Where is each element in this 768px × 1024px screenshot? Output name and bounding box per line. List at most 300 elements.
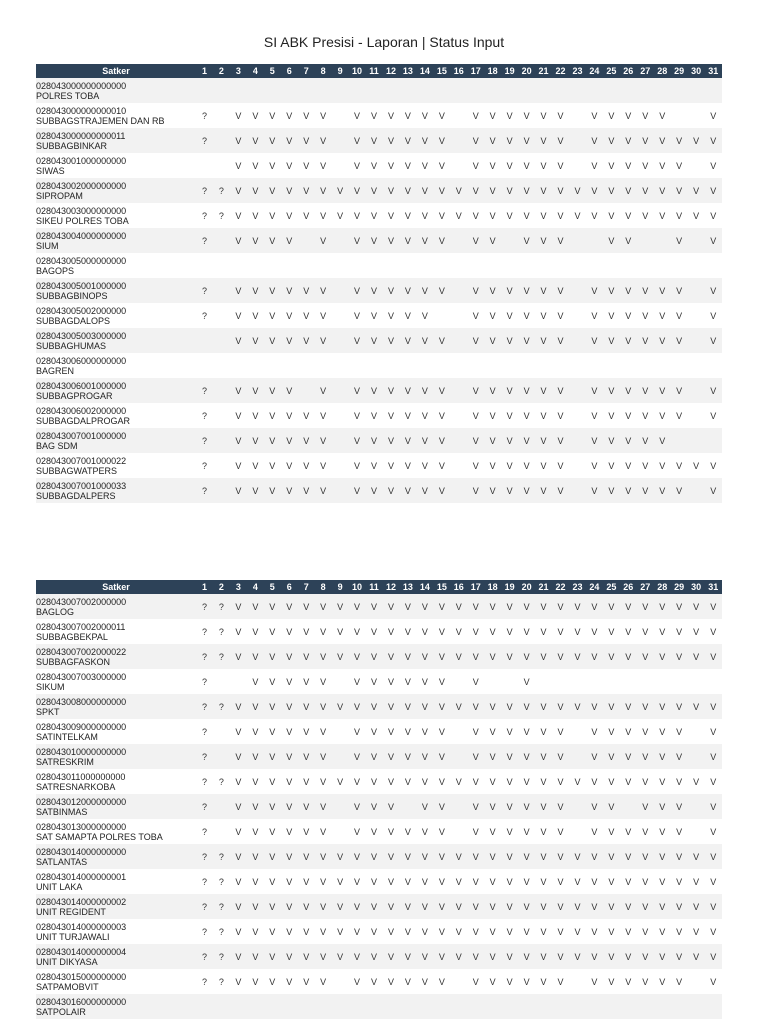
day-status-cell: V — [354, 310, 361, 321]
day-status-cell: V — [659, 726, 666, 737]
day-status-cell — [586, 253, 603, 278]
day-status-cell: V — [235, 385, 242, 396]
day-column-header: 26 — [620, 64, 637, 78]
day-status-cell: V — [252, 485, 259, 496]
day-status-cell: ? — [201, 701, 207, 712]
satker-code: 028043005000000000 — [36, 255, 127, 266]
day-status-cell: V — [642, 951, 649, 962]
day-status-cell: V — [676, 701, 683, 712]
day-status-cell — [586, 353, 603, 378]
day-status-cell: V — [659, 160, 666, 171]
day-status-cell: V — [557, 751, 564, 762]
day-status-cell: V — [404, 185, 411, 196]
day-status-cell: V — [421, 876, 428, 887]
table-row — [36, 353, 722, 378]
day-status-cell: V — [371, 110, 378, 121]
day-status-cell: V — [710, 160, 717, 171]
day-status-cell: V — [455, 926, 462, 937]
table-row — [36, 278, 722, 303]
day-status-cell: V — [489, 651, 496, 662]
day-status-cell: V — [523, 726, 530, 737]
day-status-cell: V — [506, 485, 513, 496]
day-status-cell — [654, 78, 671, 103]
day-status-cell — [213, 819, 230, 844]
day-status-cell: V — [693, 601, 700, 612]
day-status-cell — [213, 403, 230, 428]
day-status-cell: V — [489, 310, 496, 321]
day-status-cell — [247, 353, 264, 378]
satker-code: 028043005002000000 — [36, 305, 127, 316]
day-status-cell: V — [286, 876, 293, 887]
day-status-cell — [399, 253, 416, 278]
day-status-cell: V — [269, 676, 276, 687]
day-status-cell: V — [557, 185, 564, 196]
day-status-cell — [399, 353, 416, 378]
table-row — [36, 303, 722, 328]
day-status-cell: V — [404, 626, 411, 637]
day-status-cell: V — [421, 776, 428, 787]
day-status-cell: V — [506, 701, 513, 712]
day-status-cell: V — [710, 801, 717, 812]
day-status-cell: V — [506, 801, 513, 812]
day-status-cell: V — [591, 385, 598, 396]
satker-code: 028043007001000033 — [36, 480, 127, 491]
day-status-cell: ? — [218, 626, 224, 637]
day-status-cell: V — [320, 701, 327, 712]
day-status-cell: V — [438, 626, 445, 637]
day-status-cell: V — [540, 851, 547, 862]
day-status-cell: V — [354, 185, 361, 196]
day-status-cell: V — [574, 951, 581, 962]
day-status-cell — [247, 253, 264, 278]
day-status-cell: V — [354, 435, 361, 446]
day-status-cell: V — [506, 310, 513, 321]
day-status-cell: V — [438, 926, 445, 937]
day-status-cell: V — [371, 726, 378, 737]
day-status-cell: V — [371, 626, 378, 637]
satker-name: UNIT LAKA — [36, 881, 83, 892]
day-status-cell: V — [235, 310, 242, 321]
day-status-cell: V — [472, 601, 479, 612]
day-status-cell: ? — [201, 901, 207, 912]
day-status-cell: V — [676, 726, 683, 737]
day-status-cell — [332, 328, 349, 353]
day-status-cell — [196, 994, 213, 1019]
day-column-header: 21 — [535, 580, 552, 594]
day-status-cell: V — [557, 651, 564, 662]
day-status-cell: V — [557, 410, 564, 421]
day-status-cell — [569, 403, 586, 428]
day-status-cell: V — [354, 826, 361, 837]
day-status-cell: V — [286, 410, 293, 421]
day-status-cell: V — [523, 285, 530, 296]
day-status-cell: V — [591, 926, 598, 937]
day-status-cell: V — [506, 210, 513, 221]
day-status-cell: V — [659, 651, 666, 662]
day-status-cell: V — [354, 676, 361, 687]
day-status-cell: V — [642, 776, 649, 787]
day-status-cell — [281, 994, 298, 1019]
day-status-cell: V — [472, 460, 479, 471]
day-status-cell — [213, 669, 230, 694]
day-status-cell: V — [235, 751, 242, 762]
day-status-cell: V — [625, 485, 632, 496]
day-status-cell — [213, 994, 230, 1019]
day-status-cell: V — [540, 901, 547, 912]
day-status-cell — [332, 278, 349, 303]
day-status-cell: V — [404, 460, 411, 471]
day-status-cell: V — [303, 951, 310, 962]
day-status-cell: V — [235, 976, 242, 987]
satker-name: SATPOLAIR — [36, 1006, 86, 1017]
day-status-cell — [688, 403, 705, 428]
day-status-cell: V — [404, 926, 411, 937]
day-status-cell: V — [387, 210, 394, 221]
day-status-cell — [688, 303, 705, 328]
day-status-cell — [349, 253, 366, 278]
day-status-cell: V — [235, 210, 242, 221]
day-status-cell: V — [540, 626, 547, 637]
day-status-cell: V — [506, 926, 513, 937]
day-column-header: 16 — [450, 580, 467, 594]
day-status-cell: V — [540, 601, 547, 612]
day-status-cell — [366, 78, 383, 103]
day-status-cell: V — [303, 776, 310, 787]
day-column-header: 5 — [264, 64, 281, 78]
day-status-cell: V — [472, 651, 479, 662]
day-status-cell: V — [523, 976, 530, 987]
satker-name: BAG SDM — [36, 440, 78, 451]
day-status-cell: V — [371, 435, 378, 446]
day-status-cell — [637, 669, 654, 694]
day-status-cell: V — [371, 185, 378, 196]
satker-cell — [36, 644, 196, 669]
day-status-cell — [349, 994, 366, 1019]
day-status-cell: V — [286, 210, 293, 221]
day-status-cell: V — [591, 310, 598, 321]
day-status-cell: V — [608, 435, 615, 446]
day-status-cell: V — [252, 385, 259, 396]
satker-name: SUBBAGPROGAR — [36, 390, 113, 401]
day-status-cell: ? — [201, 110, 207, 121]
day-status-cell: V — [286, 751, 293, 762]
day-status-cell: V — [523, 160, 530, 171]
day-status-cell — [620, 78, 637, 103]
day-status-cell: V — [421, 285, 428, 296]
day-status-cell: V — [472, 751, 479, 762]
day-status-cell: V — [354, 876, 361, 887]
day-status-cell: V — [354, 951, 361, 962]
day-status-cell: V — [608, 601, 615, 612]
day-status-cell: V — [608, 485, 615, 496]
day-status-cell: V — [337, 901, 344, 912]
satker-name: SUBBAGHUMAS — [36, 340, 107, 351]
day-status-cell — [450, 794, 467, 819]
satker-column-header: Satker — [36, 580, 196, 594]
day-status-cell: V — [642, 210, 649, 221]
day-status-cell: V — [371, 385, 378, 396]
day-status-cell: ? — [201, 801, 207, 812]
satker-name: SATLANTAS — [36, 856, 88, 867]
day-status-cell: V — [235, 110, 242, 121]
day-status-cell: V — [625, 776, 632, 787]
day-status-cell: V — [421, 601, 428, 612]
day-status-cell — [196, 78, 213, 103]
day-status-cell: V — [286, 801, 293, 812]
day-status-cell — [518, 353, 535, 378]
day-status-cell — [688, 103, 705, 128]
day-status-cell — [230, 253, 247, 278]
day-column-header: 13 — [399, 580, 416, 594]
day-status-cell: V — [303, 210, 310, 221]
day-status-cell: V — [438, 976, 445, 987]
table-row — [36, 969, 722, 994]
day-status-cell — [569, 669, 586, 694]
day-status-cell: V — [642, 876, 649, 887]
day-status-cell — [332, 353, 349, 378]
day-status-cell: V — [591, 726, 598, 737]
day-status-cell: V — [421, 901, 428, 912]
day-status-cell: V — [557, 160, 564, 171]
satker-cell — [36, 378, 196, 403]
day-status-cell: V — [303, 410, 310, 421]
day-status-cell — [569, 453, 586, 478]
day-status-cell: V — [472, 951, 479, 962]
satker-cell — [36, 353, 196, 378]
day-status-cell: V — [286, 160, 293, 171]
day-status-cell: V — [269, 826, 276, 837]
day-status-cell — [484, 78, 501, 103]
day-status-cell: V — [421, 676, 428, 687]
day-status-cell: V — [625, 385, 632, 396]
satker-name: SUBBAGDALPERS — [36, 490, 116, 501]
day-status-cell: V — [455, 776, 462, 787]
day-status-cell — [332, 103, 349, 128]
day-status-cell: V — [438, 410, 445, 421]
day-status-cell — [671, 994, 688, 1019]
day-status-cell — [671, 669, 688, 694]
day-column-header: 23 — [569, 64, 586, 78]
day-column-header: 1 — [196, 580, 213, 594]
day-status-cell: V — [320, 110, 327, 121]
day-status-cell: V — [303, 851, 310, 862]
day-status-cell: V — [354, 726, 361, 737]
day-status-cell: V — [354, 651, 361, 662]
day-status-cell: V — [557, 460, 564, 471]
day-status-cell: V — [693, 651, 700, 662]
day-status-cell: V — [693, 951, 700, 962]
satker-cell — [36, 669, 196, 694]
satker-name: SIKEU POLRES TOBA — [36, 215, 129, 226]
day-status-cell — [688, 744, 705, 769]
table-row — [36, 103, 722, 128]
day-status-cell: V — [710, 626, 717, 637]
day-status-cell: V — [387, 410, 394, 421]
day-status-cell: V — [489, 460, 496, 471]
day-status-cell — [399, 794, 416, 819]
day-status-cell: V — [371, 335, 378, 346]
day-status-cell — [230, 669, 247, 694]
day-status-cell — [332, 228, 349, 253]
day-status-cell: V — [421, 826, 428, 837]
day-status-cell: V — [472, 285, 479, 296]
day-status-cell: V — [269, 926, 276, 937]
day-status-cell: V — [421, 160, 428, 171]
day-status-cell: V — [303, 110, 310, 121]
day-column-header: 4 — [247, 580, 264, 594]
day-status-cell: V — [557, 851, 564, 862]
day-status-cell: V — [659, 776, 666, 787]
day-status-cell — [467, 253, 484, 278]
day-status-cell: V — [506, 601, 513, 612]
day-status-cell: V — [608, 285, 615, 296]
day-status-cell: V — [455, 185, 462, 196]
day-status-cell: V — [693, 776, 700, 787]
day-status-cell: V — [506, 776, 513, 787]
day-status-cell — [433, 253, 450, 278]
day-status-cell: V — [676, 285, 683, 296]
day-status-cell: V — [320, 435, 327, 446]
day-status-cell — [332, 794, 349, 819]
day-column-header: 2 — [213, 64, 230, 78]
day-status-cell — [450, 103, 467, 128]
day-status-cell: V — [710, 385, 717, 396]
day-status-cell: V — [540, 751, 547, 762]
day-status-cell: V — [320, 951, 327, 962]
satker-name: SUBBAGBINKAR — [36, 140, 108, 151]
day-status-cell: V — [693, 626, 700, 637]
day-status-cell: V — [710, 235, 717, 246]
day-status-cell: V — [303, 460, 310, 471]
day-status-cell: V — [252, 410, 259, 421]
day-status-cell: V — [354, 460, 361, 471]
satker-code: 028043010000000000 — [36, 746, 127, 757]
day-status-cell — [213, 303, 230, 328]
day-status-cell: ? — [201, 185, 207, 196]
satker-code: 028043006002000000 — [36, 405, 127, 416]
day-status-cell: V — [625, 626, 632, 637]
day-status-cell: V — [337, 651, 344, 662]
day-status-cell: V — [710, 826, 717, 837]
day-status-cell: V — [489, 285, 496, 296]
satker-cell — [36, 619, 196, 644]
satker-name: SAT SAMAPTA POLRES TOBA — [36, 831, 163, 842]
satker-name: SATINTELKAM — [36, 731, 98, 742]
day-status-cell: V — [286, 626, 293, 637]
day-status-cell: V — [557, 135, 564, 146]
day-status-cell — [688, 669, 705, 694]
day-status-cell: V — [235, 776, 242, 787]
day-status-cell: V — [557, 626, 564, 637]
day-status-cell — [213, 719, 230, 744]
day-status-cell — [332, 478, 349, 503]
table-row — [36, 128, 722, 153]
day-status-cell: V — [523, 701, 530, 712]
day-status-cell — [213, 128, 230, 153]
day-status-cell — [501, 353, 518, 378]
day-status-cell — [213, 278, 230, 303]
day-status-cell: V — [235, 235, 242, 246]
day-status-cell — [298, 994, 315, 1019]
day-status-cell: V — [269, 776, 276, 787]
day-status-cell: V — [540, 926, 547, 937]
satker-code: 028043007001000022 — [36, 455, 127, 466]
day-status-cell: V — [523, 110, 530, 121]
day-status-cell: V — [303, 701, 310, 712]
day-status-cell: V — [404, 310, 411, 321]
day-status-cell: V — [337, 926, 344, 937]
satker-code: 028043004000000000 — [36, 230, 127, 241]
day-status-cell: V — [540, 951, 547, 962]
day-status-cell — [213, 228, 230, 253]
day-status-cell: V — [591, 210, 598, 221]
day-status-cell: V — [252, 460, 259, 471]
day-status-cell: V — [659, 926, 666, 937]
day-status-cell: V — [659, 285, 666, 296]
day-status-cell: V — [286, 435, 293, 446]
day-status-cell: ? — [201, 776, 207, 787]
day-status-cell: V — [354, 901, 361, 912]
day-status-cell: V — [354, 285, 361, 296]
day-status-cell: V — [472, 801, 479, 812]
day-status-cell: V — [455, 601, 462, 612]
day-status-cell: V — [625, 335, 632, 346]
day-status-cell: V — [557, 926, 564, 937]
day-status-cell: V — [337, 951, 344, 962]
day-status-cell — [688, 478, 705, 503]
day-status-cell: ? — [201, 751, 207, 762]
day-status-cell: V — [387, 601, 394, 612]
day-status-cell: V — [591, 801, 598, 812]
day-status-cell: V — [235, 160, 242, 171]
day-status-cell: V — [625, 976, 632, 987]
day-status-cell: V — [320, 926, 327, 937]
day-status-cell: V — [557, 435, 564, 446]
day-status-cell — [688, 969, 705, 994]
day-status-cell: V — [608, 926, 615, 937]
day-status-cell: V — [404, 701, 411, 712]
day-column-header: 3 — [230, 64, 247, 78]
day-status-cell: V — [320, 385, 327, 396]
day-status-cell: V — [252, 851, 259, 862]
day-status-cell: V — [642, 976, 649, 987]
day-status-cell — [688, 794, 705, 819]
satker-code: 028043012000000000 — [36, 796, 127, 807]
day-status-cell: V — [472, 485, 479, 496]
day-status-cell — [654, 228, 671, 253]
day-status-cell: V — [608, 135, 615, 146]
day-status-cell — [569, 228, 586, 253]
day-column-header: 30 — [688, 64, 705, 78]
day-status-cell: V — [303, 310, 310, 321]
day-status-cell — [484, 253, 501, 278]
day-status-cell: V — [608, 826, 615, 837]
day-status-cell: V — [354, 485, 361, 496]
day-status-cell: V — [642, 601, 649, 612]
day-status-cell — [315, 253, 332, 278]
day-status-cell — [213, 103, 230, 128]
day-status-cell: V — [371, 801, 378, 812]
day-status-cell — [450, 353, 467, 378]
day-status-cell: ? — [218, 976, 224, 987]
day-status-cell — [518, 78, 535, 103]
day-status-cell: V — [523, 951, 530, 962]
day-status-cell: V — [608, 235, 615, 246]
day-status-cell — [230, 353, 247, 378]
satker-cell — [36, 594, 196, 619]
satker-name: SUBBAGDALPROGAR — [36, 415, 131, 426]
day-status-cell: V — [320, 901, 327, 912]
